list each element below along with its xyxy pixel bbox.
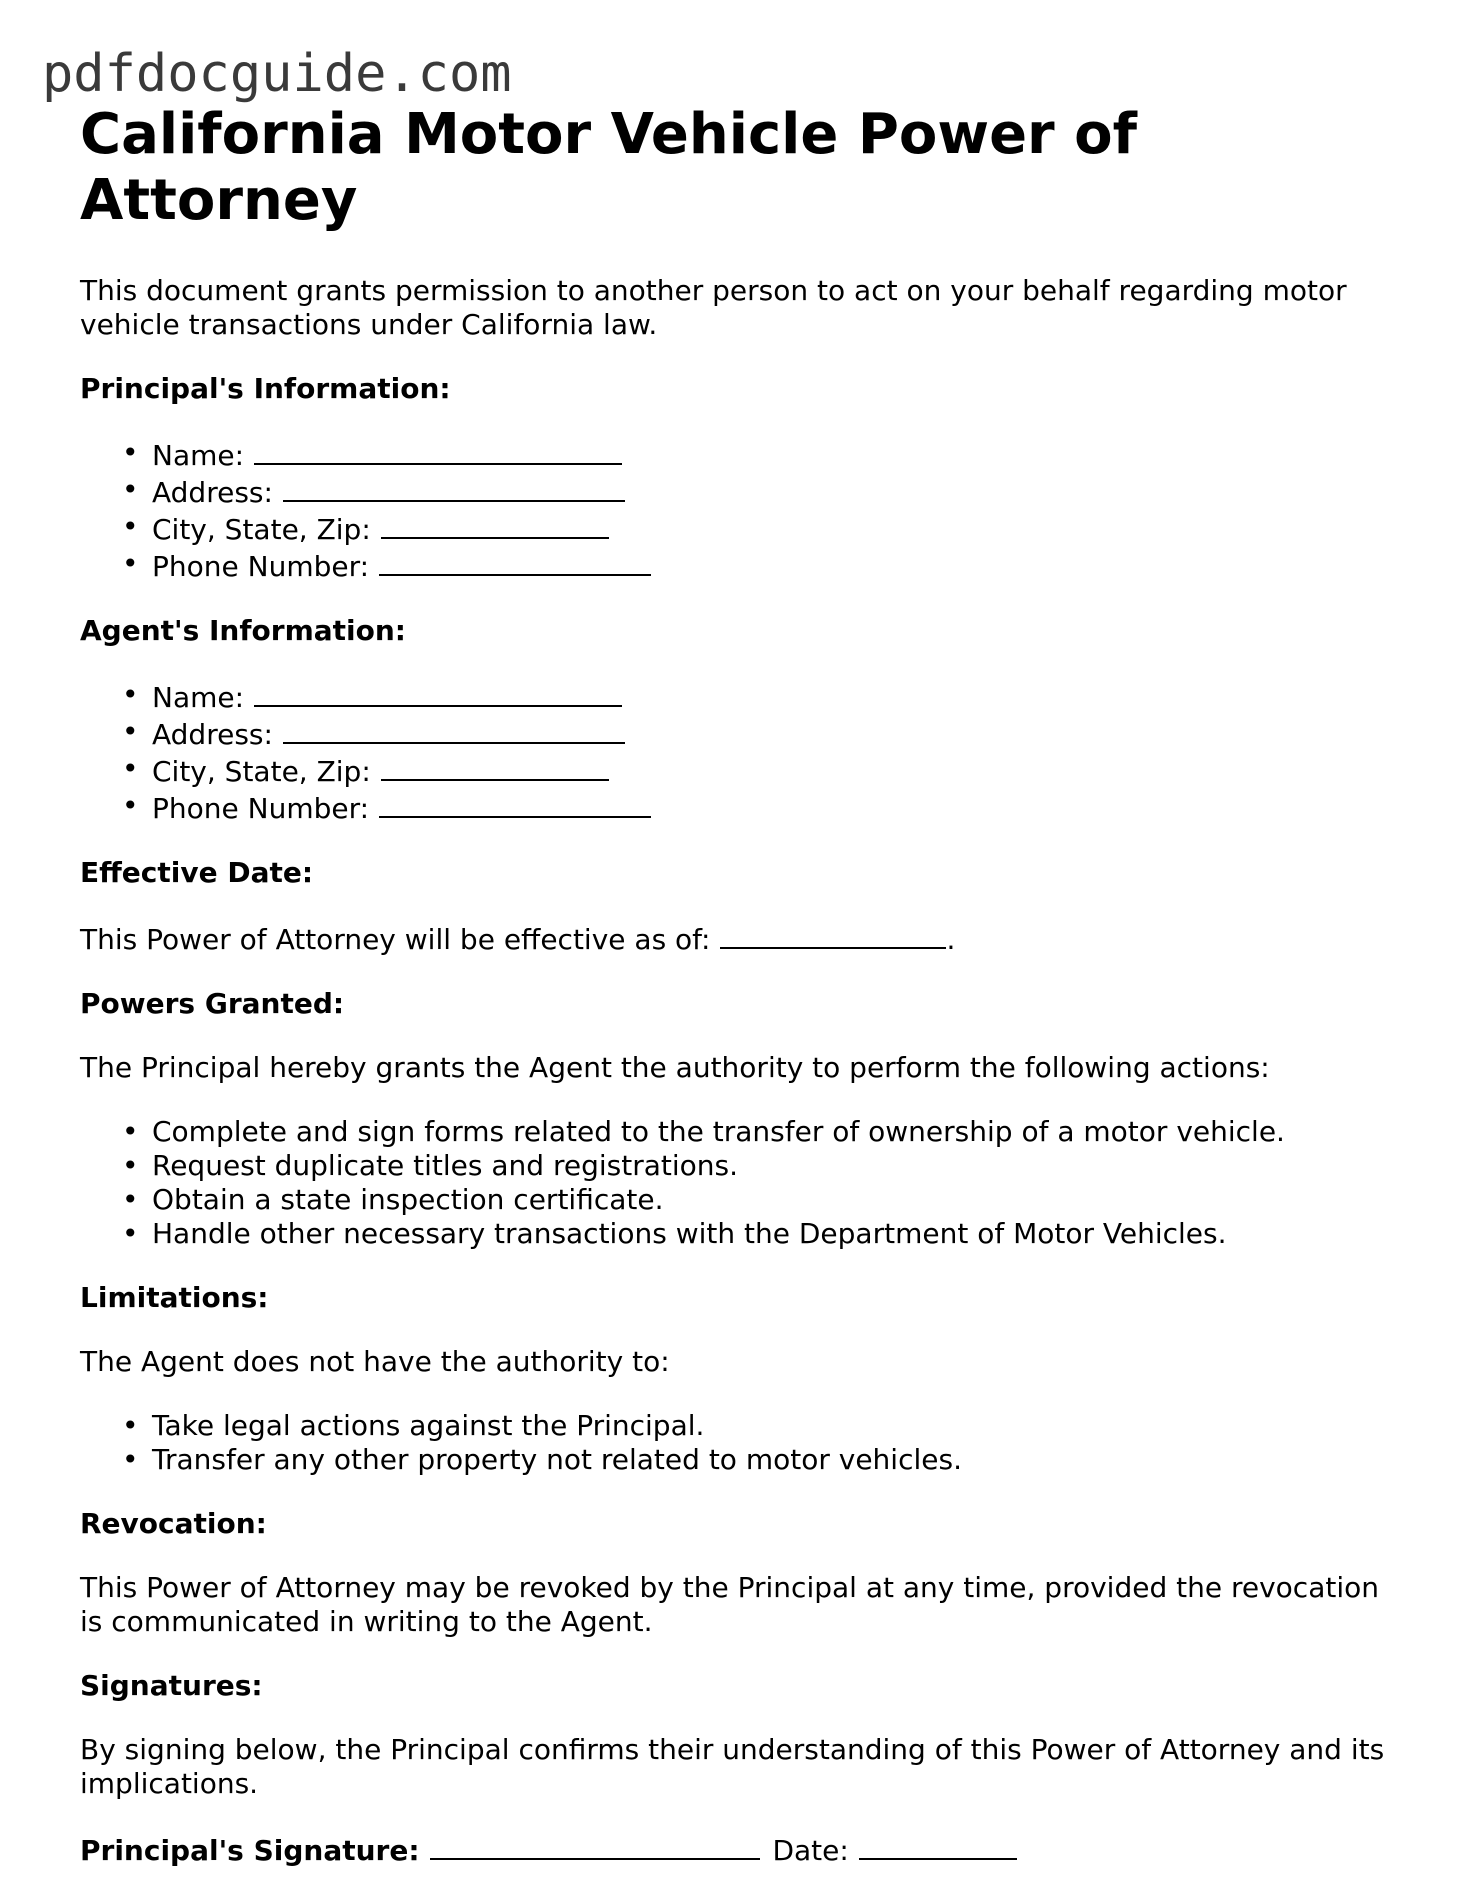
principal-heading: Principal's Information: — [80, 372, 451, 405]
powers-text: The Principal hereby grants the Agent the authority to perform the following actions: — [80, 1051, 1270, 1084]
principal-signature-label: Principal's Signature: — [80, 1834, 420, 1867]
intro-text: This document grants permission to another person to act on your behalf regarding motor vehicle transactions under California law. — [80, 274, 1347, 341]
list-item: • Take legal actions against the Principal. — [152, 1409, 1400, 1443]
signatures-heading: Signatures: — [80, 1669, 263, 1702]
revocation-text: This Power of Attorney may be revoked by the Principal at any time, provided the revocation is communicated in writing to the Agent. — [80, 1571, 1379, 1638]
agent-address-field[interactable]: • Address: — [152, 715, 1400, 752]
effective-date-field[interactable] — [720, 920, 946, 949]
principal-city-field[interactable]: • City, State, Zip: — [152, 510, 1400, 547]
effective-text: This Power of Attorney will be effective as of: . — [80, 920, 1400, 957]
principal-phone-field[interactable]: • Phone Number: — [152, 547, 1400, 584]
signature-date-field[interactable] — [859, 1831, 1017, 1860]
revocation-heading: Revocation: — [80, 1507, 267, 1540]
powers-heading: Powers Granted: — [80, 987, 345, 1020]
agent-phone-field[interactable]: • Phone Number: — [152, 789, 1400, 826]
agent-fields — [80, 678, 1400, 826]
list-item: • Complete and sign forms related to the transfer of ownership of a motor vehicle. — [152, 1115, 1400, 1149]
principal-fields — [80, 436, 1400, 584]
list-item: • Obtain a state inspection certificate. — [152, 1183, 1400, 1217]
signature-line — [80, 1831, 1400, 1868]
principal-name-field[interactable]: • Name: — [152, 436, 1400, 473]
watermark: pdfdocguide.com — [42, 44, 512, 104]
list-item: • Request duplicate titles and registrations. — [152, 1149, 1400, 1183]
list-item: • Handle other necessary transactions with the Department of Motor Vehicles. — [152, 1217, 1400, 1251]
signatures-text: By signing below, the Principal confirms their understanding of this Power of Attorney and its implications. — [80, 1733, 1385, 1800]
limitations-list — [80, 1409, 1400, 1477]
date-label: Date: — [772, 1834, 849, 1867]
principal-address-field[interactable]: • Address: — [152, 473, 1400, 510]
powers-list — [80, 1115, 1400, 1251]
list-item: • Transfer any other property not related to motor vehicles. — [152, 1443, 1400, 1477]
agent-name-field[interactable]: • Name: — [152, 678, 1400, 715]
limitations-text: The Agent does not have the authority to: — [80, 1345, 670, 1378]
page-title: California Motor Vehicle Power of Attorney — [80, 102, 1137, 233]
limitations-heading: Limitations: — [80, 1281, 269, 1314]
agent-heading: Agent's Information: — [80, 614, 407, 647]
effective-heading: Effective Date: — [80, 856, 314, 889]
principal-signature-field[interactable] — [430, 1831, 760, 1860]
agent-city-field[interactable]: • City, State, Zip: — [152, 752, 1400, 789]
document-page — [80, 102, 1400, 1868]
